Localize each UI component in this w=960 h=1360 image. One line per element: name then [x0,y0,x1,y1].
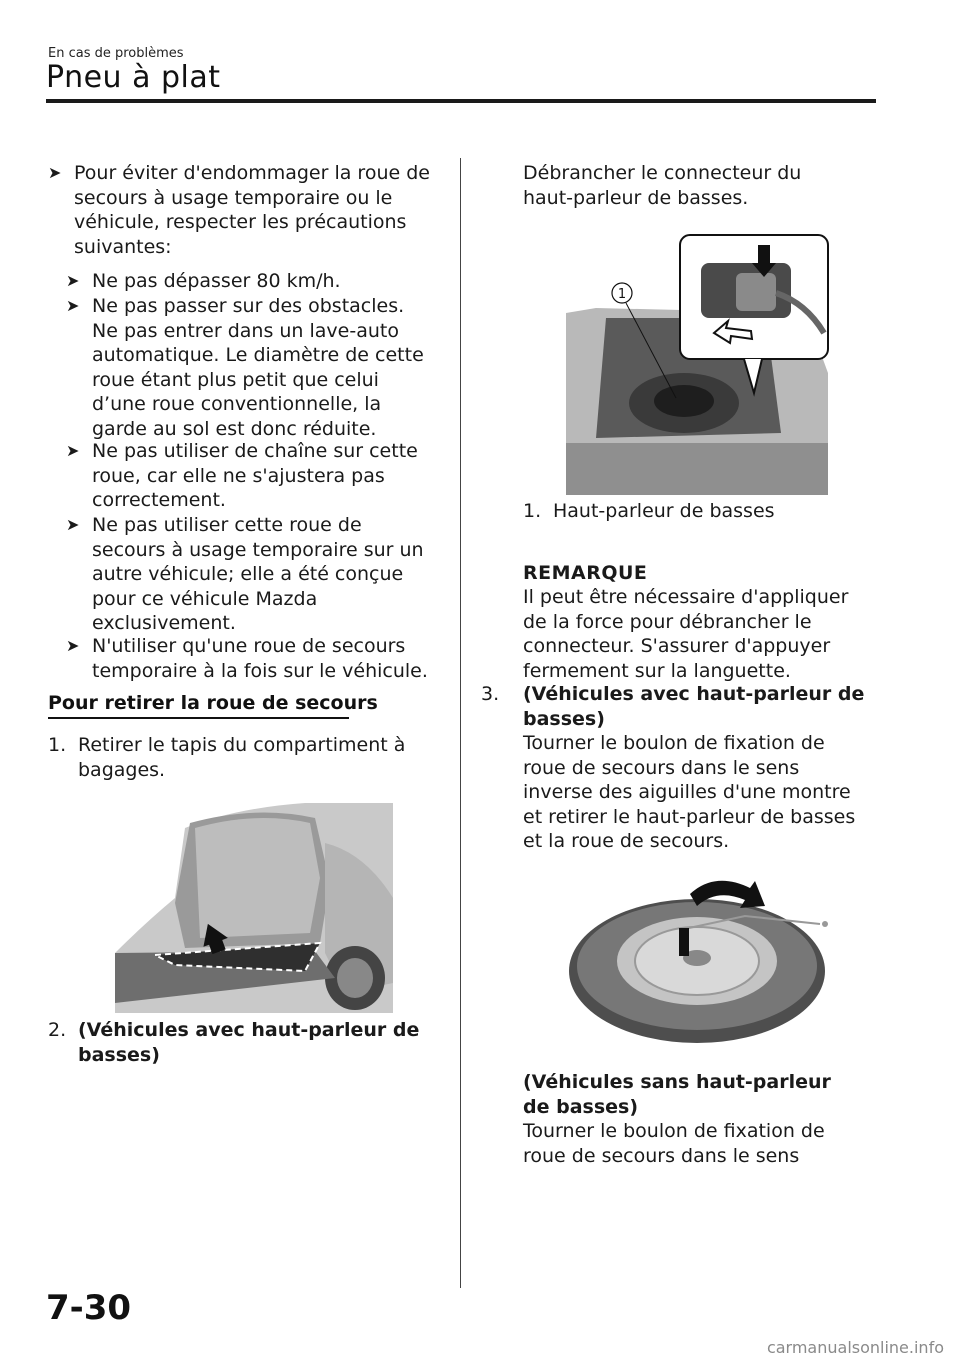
sub-bullet-text: Ne pas dépasser 80 km/h. [92,270,341,292]
subwoofer-photo [566,233,830,495]
sub-bullet-text: Ne pas utiliser cette roue de secours à usage temporaire sur un autre véhicule; elle a été conçue pour ce véhicule Mazda exclusivement. [92,514,424,634]
column-divider [460,158,461,1288]
page-title: Pneu à plat [46,60,221,95]
intro-bullet-text: Pour éviter d'endommager la roue de secours à usage temporaire ou le véhicule, respecter les précautions suivantes: [74,162,430,258]
step-number: 3. [481,683,500,705]
step-3-body [523,682,868,854]
triangle-bullet-icon: ➤ [48,163,62,182]
step-number: 1. [48,734,67,756]
trunk-illustration [115,803,393,1013]
subwoofer-illustration [566,233,830,495]
page-number: 7-30 [46,1288,132,1328]
triangle-bullet-icon: ➤ [66,441,80,460]
step-text: Retirer le tapis du compartiment à bagages. [78,734,406,781]
sub-bullet-text: Ne pas utiliser de chaîne sur cette roue, car elle ne s'ajustera pas correctement. [92,440,418,511]
note-text: Il peut être nécessaire d'appliquer de la force pour débrancher le connecteur. S'assurer d'appuyer fermement sur la languette. [523,586,849,682]
sub-bullet-text: N'utiliser qu'une roue de secours temporaire à la fois sur le véhicule. [92,635,428,682]
triangle-bullet-icon: ➤ [66,636,80,655]
caption-number: 1. [523,500,542,522]
triangle-bullet-icon: ➤ [66,296,80,315]
without-subwoofer-text: Tourner le boulon de fixation de roue de secours dans le sens [523,1120,825,1167]
watermark: carmanualsonline.info [766,1338,944,1357]
step-3-text: Tourner le boulon de fixation de roue de secours dans le sens inverse des aiguilles d'une montre et retirer le haut-parleur de basses et la roue de secours. [523,732,856,852]
trunk-photo [115,803,393,1013]
intro-bullet [48,161,433,261]
sub-bullet-text: Ne pas passer sur des obstacles. Ne pas entrer dans un lave-auto automatique. Le diamètre de cette roue étant plus petit que celui d’une roue conventionnelle, la garde au sol est donc réduite. [92,295,424,440]
spare-wheel-photo [565,866,835,1046]
section-label: En cas de problèmes [48,46,184,61]
step-text: (Véhicules avec haut-parleur de basses) [78,1019,420,1066]
subheading-rule [48,717,349,719]
subheading: Pour retirer la roue de secours [48,692,378,714]
triangle-bullet-icon: ➤ [66,271,80,290]
spare-wheel-illustration [565,866,835,1046]
triangle-bullet-icon: ➤ [66,515,80,534]
step-number: 2. [48,1019,67,1041]
disconnect-paragraph: Débrancher le connecteur du haut-parleur de basses. [523,162,802,209]
title-rule [46,99,876,103]
step-3-heading: (Véhicules avec haut-parleur de basses) [523,683,865,730]
callout-number: 1 [617,287,627,302]
note-heading: REMARQUE [523,562,648,584]
caption-text: Haut-parleur de basses [553,500,775,522]
without-subwoofer-heading: (Véhicules sans haut-parleur de basses) [523,1071,831,1118]
